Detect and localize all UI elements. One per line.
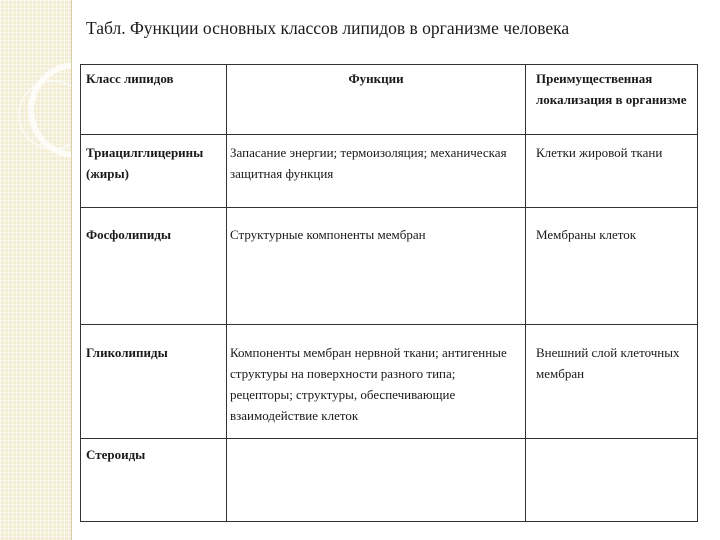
row-4-class: Стероиды: [86, 447, 146, 462]
header-localization: Преимущественная локализация в организме: [536, 71, 687, 107]
table-top-border: [80, 64, 698, 65]
side-band-divider: [71, 0, 72, 540]
row-1-localization: Клетки жировой ткани: [536, 145, 663, 160]
row-divider-3: [80, 438, 698, 439]
row-1-class: Триацилглицерины (жиры): [86, 145, 204, 181]
table-right-border: [697, 64, 698, 522]
table-bottom-border: [80, 521, 698, 522]
row-2-class: Фосфолипиды: [86, 227, 172, 242]
header-class: Класс липидов: [86, 71, 174, 86]
row-2-functions: Структурные компоненты мембран: [230, 227, 426, 242]
decorative-circle-inner: [18, 80, 88, 150]
table-left-border: [80, 64, 81, 522]
row-divider-2: [80, 324, 698, 325]
column-divider-2: [525, 64, 526, 522]
header-functions: Функции: [348, 71, 404, 86]
row-3-functions: Компоненты мембран нервной ткани; антигенные структуры на поверхности разного типа; рецепторы; структуры, обеспечивающие взаимодействие клеток: [230, 345, 507, 423]
row-1-functions: Запасание энергии; термоизоляция; механическая защитная функция: [230, 145, 507, 181]
column-divider-1: [226, 64, 227, 522]
row-divider-header: [80, 134, 698, 135]
row-3-class: Гликолипиды: [86, 345, 168, 360]
row-2-localization: Мембраны клеток: [536, 227, 637, 242]
lipid-functions-table: [80, 64, 698, 522]
page-title: Табл. Функции основных классов липидов в организме человека: [86, 18, 570, 38]
row-divider-1: [80, 207, 698, 208]
row-3-localization: Внешний слой клеточных мембран: [536, 345, 680, 381]
